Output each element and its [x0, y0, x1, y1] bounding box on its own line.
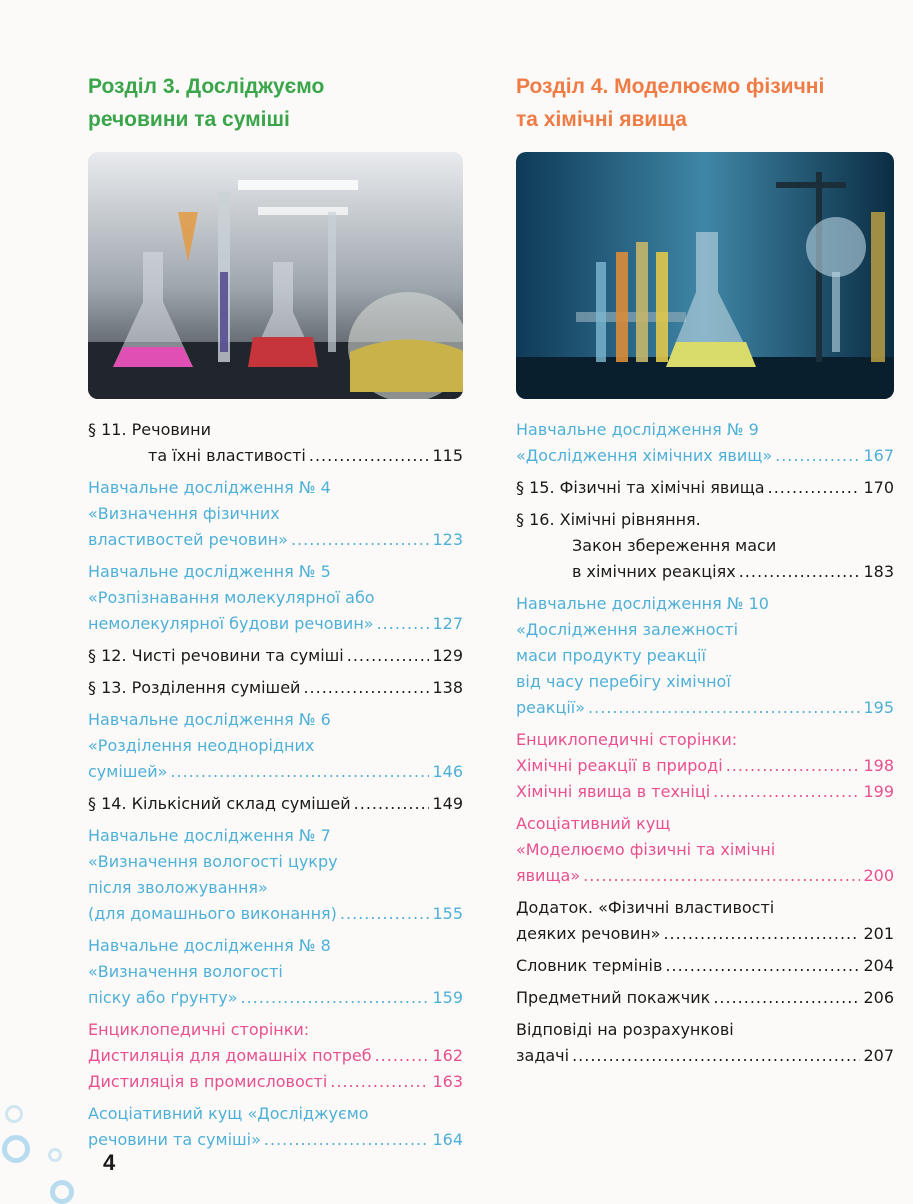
toc-line: [516, 779, 894, 805]
toc-line-text: Енциклопедичні сторінки:: [88, 1020, 310, 1039]
section-3-toc: [88, 417, 463, 1153]
toc-line-text: § 13. Розділення сумішей: [88, 678, 301, 697]
section-3-heading-line1: Розділ 3. Досліджуємо: [88, 75, 325, 98]
toc-page-number: 127: [432, 614, 463, 633]
toc-line: [516, 643, 894, 669]
toc-line: [88, 475, 463, 501]
toc-line: [88, 443, 463, 469]
toc-line-text: маси продукту реакції: [516, 646, 706, 665]
toc-line-text: (для домашнього виконання): [88, 904, 337, 923]
toc-line: [88, 1101, 463, 1127]
toc-page-number: 159: [432, 988, 463, 1007]
toc-line: [88, 849, 463, 875]
toc-line: [516, 863, 894, 889]
toc-line-text: речовини та суміші»: [88, 1130, 261, 1149]
decorative-circle: [5, 1105, 23, 1123]
toc-line-text: та їхні властивості: [148, 446, 306, 465]
section-4-heading-line1: Розділ 4. Моделюємо фізичні: [516, 75, 825, 98]
toc-page-number: 200: [863, 866, 894, 885]
toc-line: [88, 1069, 463, 1095]
toc-line: [516, 559, 894, 585]
toc-line-text: після зволожування»: [88, 878, 268, 897]
decorative-circle: [2, 1135, 30, 1163]
toc-line: [516, 811, 894, 837]
toc-line: [516, 507, 894, 533]
toc-line-text: в хімічних реакціях: [572, 562, 736, 581]
toc-line: [516, 1017, 894, 1043]
toc-entry[interactable]: [88, 707, 463, 785]
toc-line-text: Навчальне дослідження № 6: [88, 710, 331, 729]
toc-line: [88, 875, 463, 901]
toc-line: [88, 985, 463, 1011]
toc-line-text: Додаток. «Фізичні властивості: [516, 898, 775, 917]
toc-line-text: «Визначення вологості цукру: [88, 852, 338, 871]
toc-line: [516, 895, 894, 921]
dot-leader: [572, 1043, 860, 1069]
toc-line: [88, 823, 463, 849]
dot-leader: [375, 1043, 430, 1069]
toc-line: [88, 611, 463, 637]
toc-line-text: задачі: [516, 1046, 570, 1065]
toc-line-text: реакції»: [516, 698, 586, 717]
dot-leader: [340, 901, 430, 927]
toc-page-number: 195: [863, 698, 894, 717]
dot-leader: [291, 527, 429, 553]
dot-leader: [663, 921, 860, 947]
toc-line: [88, 501, 463, 527]
toc-line-text: Асоціативний кущ «Досліджуємо: [88, 1104, 369, 1123]
toc-entry[interactable]: [88, 933, 463, 1011]
toc-line-text: «Розділення неоднорідних: [88, 736, 315, 755]
toc-line: [88, 707, 463, 733]
dot-leader: [713, 985, 860, 1011]
toc-line-text: § 16. Хімічні рівняння.: [516, 510, 701, 529]
toc-line: [516, 1043, 894, 1069]
section-4-toc: [516, 417, 894, 1069]
toc-entry[interactable]: [88, 1017, 463, 1095]
dot-leader: [588, 695, 860, 721]
toc-line-text: Асоціативний кущ: [516, 814, 671, 833]
toc-line-text: немолекулярної будови речовин»: [88, 614, 374, 633]
toc-line-text: деяких речовин»: [516, 924, 661, 943]
toc-line-text: «Розпізнавання молекулярної або: [88, 588, 375, 607]
toc-entry[interactable]: [516, 417, 894, 469]
toc-line-text: Закон збереження маси: [572, 536, 777, 555]
toc-page-number: 167: [863, 446, 894, 465]
toc-line: [516, 753, 894, 779]
dot-leader: [347, 643, 430, 669]
section-3-heading: [88, 70, 463, 136]
dot-leader: [713, 779, 860, 805]
toc-line-text: «Дослідження хімічних явищ»: [516, 446, 773, 465]
toc-line-text: § 14. Кількісний склад сумішей: [88, 794, 351, 813]
toc-line-text: «Визначення фізичних: [88, 504, 280, 523]
toc-line: [88, 1043, 463, 1069]
toc-line: [88, 791, 463, 817]
toc-line-text: § 12. Чисті речовини та суміші: [88, 646, 344, 665]
toc-page-number: 155: [432, 904, 463, 923]
toc-line: [88, 527, 463, 553]
toc-page-number: 183: [863, 562, 894, 581]
toc-line-text: властивостей речовин»: [88, 530, 288, 549]
toc-page-number: 115: [432, 446, 463, 465]
toc-line-text: «Визначення вологості: [88, 962, 283, 981]
toc-entry[interactable]: [88, 475, 463, 553]
toc-entry[interactable]: [88, 823, 463, 927]
dot-leader: [775, 443, 860, 469]
toc-line-text: Енциклопедичні сторінки:: [516, 730, 738, 749]
toc-page-number: 149: [432, 794, 463, 813]
toc-page-number: 199: [863, 782, 894, 801]
toc-entry[interactable]: [516, 985, 894, 1011]
toc-page-number: 163: [432, 1072, 463, 1091]
toc-line-text: Навчальне дослідження № 8: [88, 936, 331, 955]
toc-line-text: Предметний покажчик: [516, 988, 711, 1007]
dot-leader: [739, 559, 861, 585]
dot-leader: [303, 675, 429, 701]
toc-line-text: Відповіді на розрахункові: [516, 1020, 734, 1039]
toc-line-text: «Дослідження залежності: [516, 620, 739, 639]
toc-page-number: 162: [432, 1046, 463, 1065]
toc-line: [516, 985, 894, 1011]
toc-line-text: явища»: [516, 866, 581, 885]
toc-line-text: Хімічні явища в техніці: [516, 782, 711, 801]
decorative-circle: [48, 1148, 62, 1162]
section-3-heading-line2: речовини та суміші: [88, 108, 290, 131]
toc-line-text: Навчальне дослідження № 10: [516, 594, 769, 613]
toc-line-text: піску або ґрунту»: [88, 988, 238, 1007]
toc-entry[interactable]: [516, 895, 894, 947]
dot-leader: [726, 753, 861, 779]
toc-line-text: сумішей»: [88, 762, 168, 781]
toc-line: [88, 559, 463, 585]
toc-line-text: Навчальне дослідження № 4: [88, 478, 331, 497]
toc-line: [516, 533, 894, 559]
toc-entry[interactable]: [516, 475, 894, 501]
decorative-circle: [50, 1180, 74, 1204]
dot-leader: [665, 953, 860, 979]
toc-entry[interactable]: [516, 727, 894, 805]
dot-leader: [264, 1127, 430, 1153]
toc-line: [88, 643, 463, 669]
toc-page-number: 170: [863, 478, 894, 497]
toc-page-number: 138: [432, 678, 463, 697]
toc-line-text: § 11. Речовини: [88, 420, 212, 439]
toc-entry[interactable]: [88, 675, 463, 701]
toc-line: [88, 959, 463, 985]
toc-page-number: 164: [432, 1130, 463, 1149]
toc-entry[interactable]: [88, 1101, 463, 1153]
lab-glassware-photo: [88, 152, 463, 399]
toc-line: [88, 759, 463, 785]
toc-entry[interactable]: [516, 591, 894, 721]
toc-line: [88, 901, 463, 927]
section-4-heading-line2: та хімічні явища: [516, 108, 687, 131]
dot-leader: [309, 443, 430, 469]
toc-page-number: 123: [432, 530, 463, 549]
dot-leader: [330, 1069, 429, 1095]
toc-entry[interactable]: [516, 953, 894, 979]
toc-page-number: 204: [863, 956, 894, 975]
toc-line-text: «Моделюємо фізичні та хімічні: [516, 840, 776, 859]
dot-leader: [377, 611, 430, 637]
toc-line: [516, 475, 894, 501]
toc-line: [516, 443, 894, 469]
toc-line: [88, 1127, 463, 1153]
dot-leader: [583, 863, 860, 889]
toc-line: [88, 933, 463, 959]
toc-entry[interactable]: [88, 559, 463, 637]
section-4-heading: [516, 70, 894, 136]
toc-page-number: 207: [863, 1046, 894, 1065]
toc-line: [516, 695, 894, 721]
toc-line-text: Хімічні реакції в природі: [516, 756, 723, 775]
toc-line-text: Навчальне дослідження № 5: [88, 562, 331, 581]
toc-line: [88, 733, 463, 759]
toc-entry[interactable]: [516, 811, 894, 889]
toc-line-text: Навчальне дослідження № 9: [516, 420, 759, 439]
toc-entry[interactable]: [88, 791, 463, 817]
dot-leader: [768, 475, 861, 501]
toc-line-text: Дистиляція для домашніх потреб: [88, 1046, 372, 1065]
toc-line: [516, 417, 894, 443]
dot-leader: [354, 791, 430, 817]
toc-page-number: 198: [863, 756, 894, 775]
toc-line: [516, 591, 894, 617]
toc-line-text: Словник термінів: [516, 956, 663, 975]
toc-line: [516, 953, 894, 979]
lab-equipment-illustration: [516, 152, 894, 399]
dot-leader: [170, 759, 429, 785]
toc-line-text: Навчальне дослідження № 7: [88, 826, 331, 845]
toc-line-text: від часу перебігу хімічної: [516, 672, 731, 691]
toc-line: [516, 617, 894, 643]
toc-page-number: 201: [863, 924, 894, 943]
toc-line-text: Дистиляція в промисловості: [88, 1072, 328, 1091]
toc-line: [516, 727, 894, 753]
lab-glassware-illustration: [88, 152, 463, 399]
toc-entry[interactable]: [516, 1017, 894, 1069]
section-4-column: [516, 70, 894, 1075]
lab-equipment-photo: [516, 152, 894, 399]
toc-line: [516, 837, 894, 863]
page-number: 4: [103, 1150, 116, 1175]
toc-page-number: 146: [432, 762, 463, 781]
dot-leader: [241, 985, 430, 1011]
toc-entry[interactable]: [516, 507, 894, 585]
toc-line: [88, 417, 463, 443]
toc-line: [516, 921, 894, 947]
section-3-column: [88, 70, 463, 1159]
toc-page-number: 129: [432, 646, 463, 665]
toc-line: [88, 585, 463, 611]
toc-page-number: 206: [863, 988, 894, 1007]
toc-line: [516, 669, 894, 695]
toc-entry[interactable]: [88, 417, 463, 469]
toc-line: [88, 1017, 463, 1043]
toc-entry[interactable]: [88, 643, 463, 669]
toc-line-text: § 15. Фізичні та хімічні явища: [516, 478, 765, 497]
toc-line: [88, 675, 463, 701]
